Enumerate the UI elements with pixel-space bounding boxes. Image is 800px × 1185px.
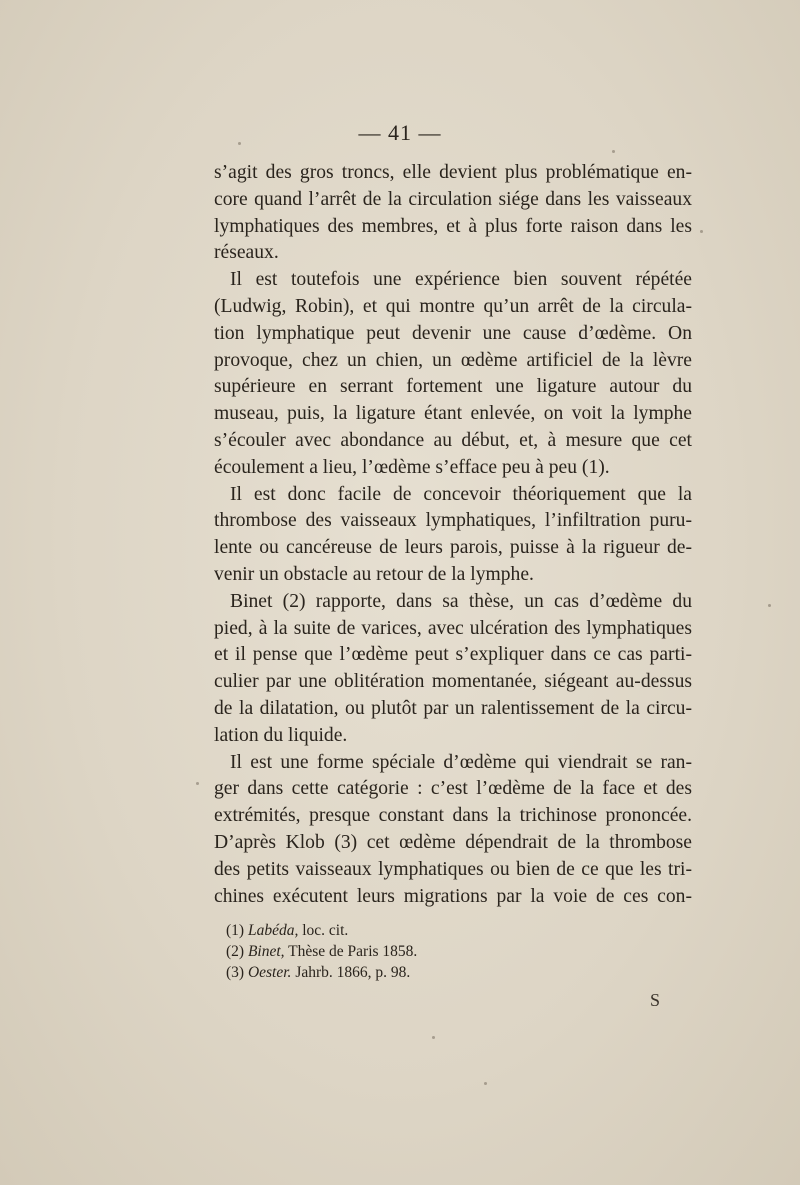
text-line: lation du liquide.: [214, 724, 348, 746]
footnote-reference: loc. cit.: [298, 922, 349, 939]
text-line: Il est une forme spéciale d’œdème qui viendrait se ran-: [230, 751, 692, 773]
text-line: pied, à la suite de varices, avec ulcération des lymphatiques: [214, 617, 692, 639]
text-line: et il pense que l’œdème peut s’expliquer dans ce cas parti-: [214, 644, 692, 666]
footnotes: [226, 920, 626, 983]
text-line: core quand l’arrêt de la circulation siége dans les vaisseaux: [214, 188, 692, 210]
text-line: D’après Klob (3) cet œdème dépendrait de la thrombose: [214, 831, 692, 853]
text-line: s’agit des gros troncs, elle devient plus problématique en-: [214, 162, 692, 183]
text-line: venir un obstacle au retour de la lymphe.: [214, 563, 534, 585]
footnote-author: Oester.: [247, 964, 292, 981]
text-line: supérieure en serrant fortement une ligature autour du: [214, 376, 692, 398]
body-text: [214, 160, 692, 910]
scan-speck: [196, 782, 199, 785]
footnote-marker: (2): [226, 943, 245, 960]
paragraph: [214, 160, 692, 267]
footnote-author: Binet,: [247, 943, 285, 960]
text-line: réseaux.: [214, 242, 279, 264]
footnote: [226, 941, 626, 962]
text-line: culier par une oblitération momentanée, siégeant au-dessus: [214, 671, 692, 693]
footnote-author: Labéda,: [247, 922, 299, 939]
text-line: (Ludwig, Robin), et qui montre qu’un arrêt de la circula-: [214, 295, 692, 317]
text-line: s’écouler avec abondance au début, et, à mesure que cet: [214, 429, 692, 451]
text-line: lymphatiques des membres, et à plus forte raison dans les: [214, 215, 692, 237]
text-line: de la dilatation, ou plutôt par un ralentissement de la circu-: [214, 697, 692, 719]
footnote: [226, 962, 626, 983]
text-line: chines exécutent leurs migrations par la voie de ces con-: [214, 885, 692, 907]
text-line: Binet (2) rapporte, dans sa thèse, un cas d’œdème du: [230, 590, 692, 612]
paragraph: [214, 750, 692, 911]
footnote-reference: Jahrb. 1866, p. 98.: [291, 964, 411, 981]
signature-mark: S: [650, 990, 661, 1010]
scan-speck: [432, 1036, 435, 1039]
text-line: Il est donc facile de concevoir théoriquement que la: [230, 483, 692, 505]
scan-speck: [700, 230, 703, 233]
footnote-marker: (3): [226, 964, 245, 981]
text-line: thrombose des vaisseaux lymphatiques, l’infiltration puru-: [214, 510, 692, 532]
scan-speck: [238, 142, 241, 145]
paragraph: [214, 589, 692, 750]
text-line: extrémités, presque constant dans la trichinose prononcée.: [214, 805, 692, 827]
text-line: des petits vaisseaux lymphatiques ou bien de ce que les tri-: [214, 858, 692, 880]
text-line: ger dans cette catégorie : c’est l’œdème de la face et des: [214, 778, 692, 800]
text-line: écoulement a lieu, l’œdème s’efface peu à peu (1).: [214, 456, 610, 478]
scan-speck: [612, 150, 615, 153]
footnote-reference: Thèse de Paris 1858.: [284, 943, 418, 960]
text-line: provoque, chez un chien, un œdème artificiel de la lèvre: [214, 349, 692, 371]
page-number: — 41 —: [358, 120, 442, 145]
footnote-marker: (1): [226, 922, 245, 939]
text-line: tion lymphatique peut devenir une cause d’œdème. On: [214, 322, 692, 344]
footnote: [226, 920, 626, 941]
paragraph: [214, 267, 692, 481]
scan-speck: [768, 604, 771, 607]
text-line: Il est toutefois une expérience bien souvent répétée: [230, 269, 692, 291]
scan-speck: [484, 1082, 487, 1085]
text-line: museau, puis, la ligature étant enlevée, on voit la lymphe: [214, 403, 692, 425]
paragraph: [214, 482, 692, 589]
text-line: lente ou cancéreuse de leurs parois, puisse à la rigueur de-: [214, 537, 692, 559]
